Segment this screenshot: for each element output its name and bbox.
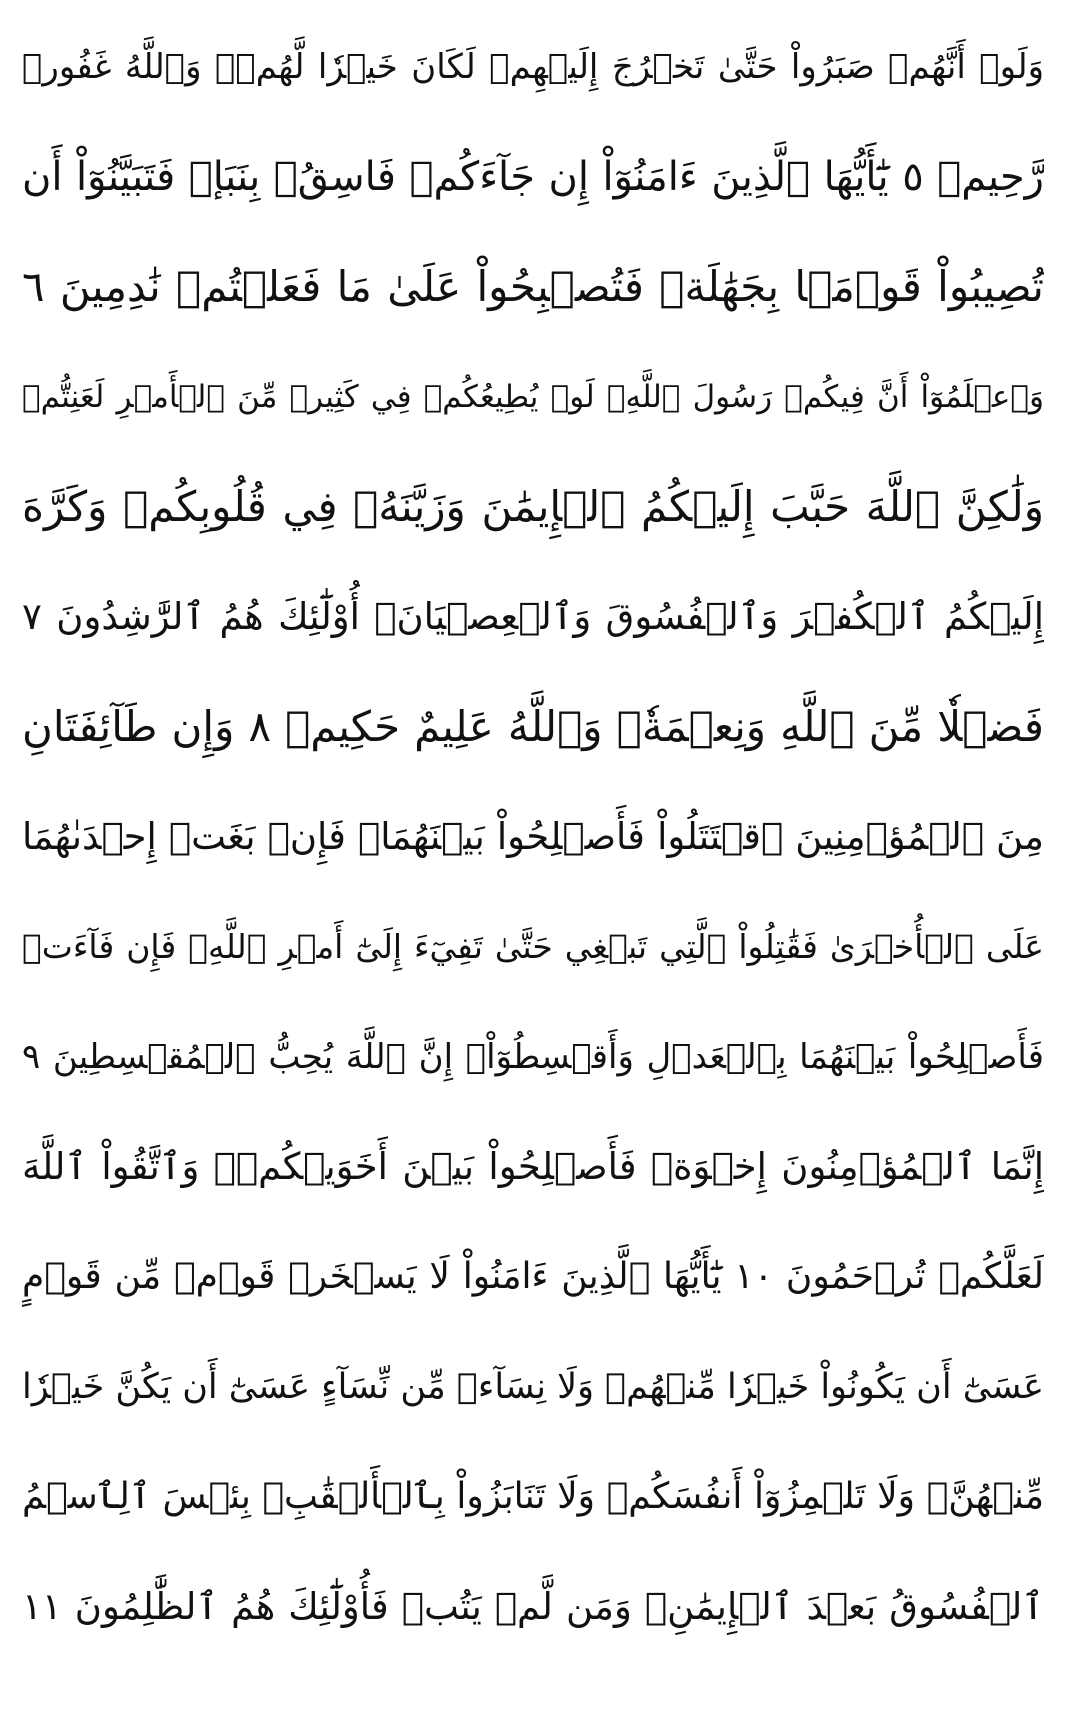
verse-line-7: فَضۡلٗا مِّنَ ٱللَّهِ وَنِعۡمَةٗۚ وَٱللَّهُ عَلِيمٌ حَكِيمٞ ٨ وَإِن طَآئِفَتَانِ bbox=[22, 702, 1044, 751]
verse-line-2: رَّحِيمٞ ٥ يَٰٓأَيُّهَا ٱلَّذِينَ ءَامَنُوٓاْ إِن جَآءَكُمۡ فَاسِقُۢ بِنَبَإٖ فَتَبَيَّنُوٓاْ أَن bbox=[22, 154, 1044, 200]
verse-line-5: وَلَٰكِنَّ ٱللَّهَ حَبَّبَ إِلَيۡكُمُ ٱلۡإِيمَٰنَ وَزَيَّنَهُۥ فِي قُلُوبِكُمۡ وَكَرَّهَ bbox=[22, 482, 1044, 531]
verse-line-8: مِنَ ٱلۡمُؤۡمِنِينَ ٱقۡتَتَلُواْ فَأَصۡلِحُواْ بَيۡنَهُمَاۖ فَإِنۢ بَغَتۡ إِحۡدَىٰهُمَا bbox=[22, 815, 1044, 858]
verse-line-12: لَعَلَّكُمۡ تُرۡحَمُونَ ١٠ يَٰٓأَيُّهَا ٱلَّذِينَ ءَامَنُواْ لَا يَسۡخَرۡ قَوۡمٞ مِّن قَوۡمٍ bbox=[22, 1256, 1044, 1297]
verse-line-4: وَٱعۡلَمُوٓاْ أَنَّ فِيكُمۡ رَسُولَ ٱللَّهِۚ لَوۡ يُطِيعُكُمۡ فِي كَثِيرٖ مِّنَ ٱلۡأَمۡرِ لَعَنِتُّمۡ bbox=[22, 379, 1044, 415]
verse-line-3: تُصِيبُواْ قَوۡمَۢا بِجَهَٰلَةٖ فَتُصۡبِحُواْ عَلَىٰ مَا فَعَلۡتُمۡ نَٰدِمِينَ ٦ bbox=[22, 262, 1044, 311]
verse-line-1: وَلَوۡ أَنَّهُمۡ صَبَرُواْ حَتَّىٰ تَخۡرُجَ إِلَيۡهِمۡ لَكَانَ خَيۡرٗا لَّهُمۡۚ وَٱللَّهُ غَفُورٞ bbox=[22, 47, 1044, 87]
verse-line-15: ٱلۡفُسُوقُ بَعۡدَ ٱلۡإِيمَٰنِۚ وَمَن لَّمۡ يَتُبۡ فَأُوْلَٰٓئِكَ هُمُ ٱلظَّٰلِمُونَ ١١ bbox=[22, 1585, 1044, 1628]
verse-line-13: عَسَىٰٓ أَن يَكُونُواْ خَيۡرٗا مِّنۡهُمۡ وَلَا نِسَآءٞ مِّن نِّسَآءٍ عَسَىٰٓ أَن يَكُنَّ خَيۡرٗا bbox=[22, 1367, 1044, 1407]
verse-line-11: إِنَّمَا ٱلۡمُؤۡمِنُونَ إِخۡوَةٞ فَأَصۡلِحُواْ بَيۡنَ أَخَوَيۡكُمۡۚ وَٱتَّقُواْ ٱللَّهَ bbox=[22, 1145, 1044, 1188]
verse-line-9: عَلَى ٱلۡأُخۡرَىٰ فَقَٰتِلُواْ ٱلَّتِي تَبۡغِي حَتَّىٰ تَفِيٓءَ إِلَىٰٓ أَمۡرِ ٱللَّهِۚ فَإِن فَآءَتۡ bbox=[22, 927, 1044, 966]
verse-line-10: فَأَصۡلِحُواْ بَيۡنَهُمَا بِٱلۡعَدۡلِ وَأَقۡسِطُوٓاْۖ إِنَّ ٱللَّهَ يُحِبُّ ٱلۡمُقۡسِطِينَ ٩ bbox=[22, 1037, 1044, 1077]
verse-line-14: مِّنۡهُنَّۖ وَلَا تَلۡمِزُوٓاْ أَنفُسَكُمۡ وَلَا تَنَابَزُواْ بِٱلۡأَلۡقَٰبِۖ بِئۡسَ ٱلِٱسۡمُ bbox=[22, 1476, 1044, 1517]
verse-line-6: إِلَيۡكُمُ ٱلۡكُفۡرَ وَٱلۡفُسُوقَ وَٱلۡعِصۡيَانَۚ أُوْلَٰٓئِكَ هُمُ ٱلرَّٰشِدُونَ ٧ bbox=[22, 595, 1044, 638]
